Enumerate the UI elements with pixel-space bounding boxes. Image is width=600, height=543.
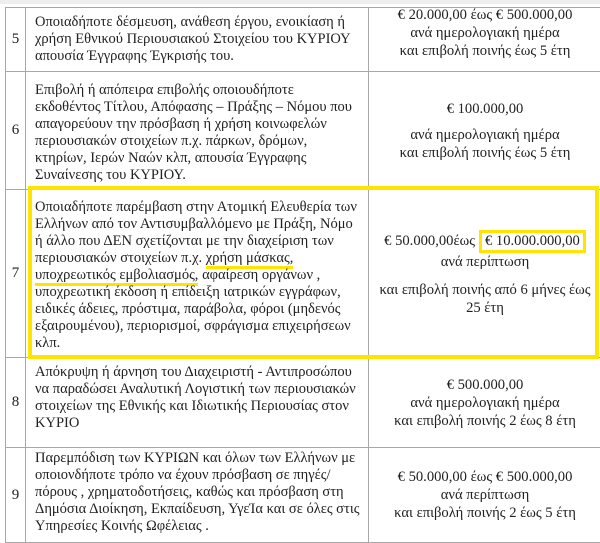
violation-description: Απόκρυψη ή άρνηση του Διαχειριστή - Αντιπροσώπου να παραδώσει Αναλυτική Λογιστική των περιουσιακών στοιχείων της Εθνικής και Ιδιωτικής Περιουσίας στον ΚΥΡΙΟ [26, 358, 369, 447]
yellow-boxed-amount: € 10.000.000,00 [479, 230, 586, 253]
description-text-after: αφαίρεση οργάνων , υποχρεωτική έκδοση ή επίδειξη ιατρικών εγγράφων, ειδικές άδειες, πρόστιμα, παράβολα, φόροι (μηδενός εξαιρουμένου), περιορισμοί, σφράγισμα επιχειρήσεων κλπ. [35, 267, 351, 351]
row-number: 5 [6, 8, 26, 71]
penalty-sentence: και επιβολή ποινής από 6 μήνες έως 25 έτη [379, 282, 591, 316]
violation-description: Επιβολή ή απόπειρα επιβολής οποιουδήποτε εκδοθέντος Τίτλου, Απόφασης – Πράξης – Νόμου που απαγορεύουν την πρόσβαση ή χρήση κοινωφελών περιουσιακών στοιχείων π.χ. πάρκων, δρόμων, κτηρίων, Ιερών Ναών κλπ, απουσία Έγγραφης Συναίνεσης του ΚΥΡΙΟΥ. [26, 72, 369, 189]
penalty-sentence: και επιβολή ποινής 2 έως 8 έτη [394, 412, 576, 429]
penalty-sentence: και επιβολή ποινής έως 5 έτη [399, 144, 571, 161]
cropped-previous-row-edge [0, 0, 600, 4]
table-row [6, 358, 600, 448]
row-number: 8 [6, 358, 26, 447]
penalty-unit: ανά ημερολογιακή ημέρα [410, 126, 560, 143]
penalty-sentence: και επιβολή ποινής έως 5 έτη [399, 43, 571, 59]
yellow-underlined-phrase: χρήση μάσκας, υποχρεωτικός εμβολιασμός, [35, 250, 293, 286]
violation-description [26, 190, 369, 357]
table-row [6, 448, 600, 543]
penalty-unit: ανά περίπτωση [440, 254, 530, 270]
table-row [6, 7, 600, 72]
penalty-sentence: και επιβολή ποινής 2 έως 5 έτη [394, 505, 576, 521]
penalty-cell [369, 72, 600, 189]
penalty-amount: € 50.000,00 έως € 500.000,00 [397, 469, 573, 485]
penalty-amount [375, 230, 595, 253]
penalty-amount: € 100.000,00 [446, 100, 524, 117]
penalty-unit: ανά περίπτωση [440, 487, 530, 503]
table-row [6, 72, 600, 190]
penalty-cell [369, 358, 600, 447]
description-text-before: Οποιαδήποτε παρέμβαση στην Ατομική Ελευθερία των Ελλήνων από τον Αντισυμβαλλόμενο με Πράξη, Νόμο ή άλλο που ΔΕΝ σχετίζονται με την διαχείριση των περιουσιακών στοιχείων π.χ. [35, 199, 357, 266]
row-number: 6 [6, 72, 26, 189]
penalty-unit: ανά ημερολογιακή ημέρα [410, 394, 560, 411]
penalty-unit: ανά ημερολογιακή ημέρα [410, 25, 560, 41]
violation-description: Οποιαδήποτε δέσμευση, ανάθεση έργου, ενοικίαση ή χρήση Εθνικού Περιουσιακού Στοιχείου του ΚΥΡΙΟΥ απουσία Έγγραφης Έγκρισής του. [26, 8, 369, 71]
penalty-cell [369, 4, 600, 71]
penalty-table [5, 7, 600, 543]
penalty-amount: € 20.000,00 έως € 500.000,00 [397, 7, 573, 23]
row-number: 9 [6, 448, 26, 542]
table-row-highlighted [6, 190, 600, 358]
violation-description: Παρεμπόδιση των ΚΥΡΙΩΝ και όλων των Ελλήνων με οποιονδήποτε τρόπο να έχουν πρόσβαση σε πηγές/πόρους , χρηματοδοτήσεις, καθώς και πρόσβαση στη Δημόσια Διοίκηση, Εκπαίδευση, ΥγεΊα και σε όλες στις Υπηρεσίες Κοινής Ωφέλειας . [26, 448, 369, 542]
penalty-cell [369, 190, 600, 357]
penalty-amount-prefix: € 50.000,00έως [384, 233, 475, 249]
penalty-cell [369, 448, 600, 542]
row-number: 7 [6, 190, 26, 357]
penalty-amount: € 500.000,00 [446, 376, 524, 393]
